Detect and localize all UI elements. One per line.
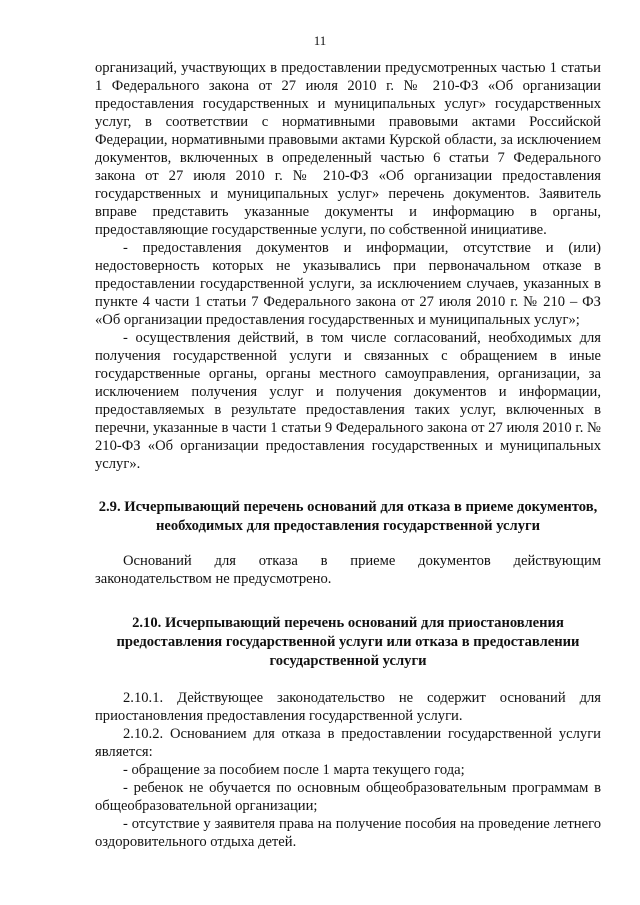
section-heading-2-10: 2.10. Исчерпывающий перечень оснований для приостановления предоставления государственной услуги или отказа в предоставлении государственной услуги — [116, 615, 580, 669]
paragraph-continuation: организаций, участвующих в предоставлении предусмотренных частью 1 статьи 1 Федерального закона от 27 июля 2010 г. № 210-ФЗ «Об организации предоставления государственных и муниципальных услуг» государственных услуг, в соответствии с нормативными правовыми актами Российской Федерации, нормативными правовыми актами Курской области, за исключением документов, включенных в определенный частью 6 статьи 7 Федерального закона от 27 июля 2010 г. № 210-ФЗ «Об организации предоставления государственных и муниципальных услуг» перечень документов. Заявитель вправе представить указанные документы и информацию в органы, предоставляющие государственные услуги, по собственной инициативе. — [95, 60, 601, 238]
list-item-march-deadline: - обращение за пособием после 1 марта текущего года; — [123, 762, 465, 778]
list-item-not-studying: - ребенок не обучается по основным общеобразовательным программам в общеобразовательной организации; — [95, 780, 601, 814]
clause-2-10-1: 2.10.1. Действующее законодательство не содержит оснований для приостановления предоставления государственной услуги. — [95, 690, 601, 724]
document-body — [95, 59, 601, 851]
section-heading-2-9: 2.9. Исчерпывающий перечень оснований для отказа в приеме документов, необходимых для предоставления государственной услуги — [98, 499, 598, 534]
list-item-no-right: - отсутствие у заявителя права на получение пособия на проведение летнего оздоровительного отдыха детей. — [95, 816, 601, 850]
page-number: 11 — [313, 33, 327, 48]
list-item-documents: - предоставления документов и информации, отсутствие и (или) недостоверность которых не указывались при первоначальном отказе в предоставлении государственной услуги, за исключением случаев, указанных в пункте 4 части 1 статьи 7 Федерального закона от 27 июля 2010 г. № 210 – ФЗ «Об организации предоставления государственных и муниципальных услуг»; — [95, 240, 601, 328]
section-2-9-text: Оснований для отказа в приеме документов действующим законодательством не предусмотрено. — [95, 553, 601, 587]
list-item-actions: - осуществления действий, в том числе согласований, необходимых для получения государственной услуги и связанных с обращением в иные государственные органы, органы местного самоуправления, организации, за исключением получения услуг и получения документов и информации, предоставляемых в результате предоставления таких услуг, включенных в перечни, указанные в части 1 статьи 9 Федерального закона от 27 июля 2010 г. № 210-ФЗ «Об организации предоставления государственных и муниципальных услуг». — [95, 330, 601, 472]
clause-2-10-2: 2.10.2. Основанием для отказа в предоставлении государственной услуги является: — [95, 726, 601, 760]
